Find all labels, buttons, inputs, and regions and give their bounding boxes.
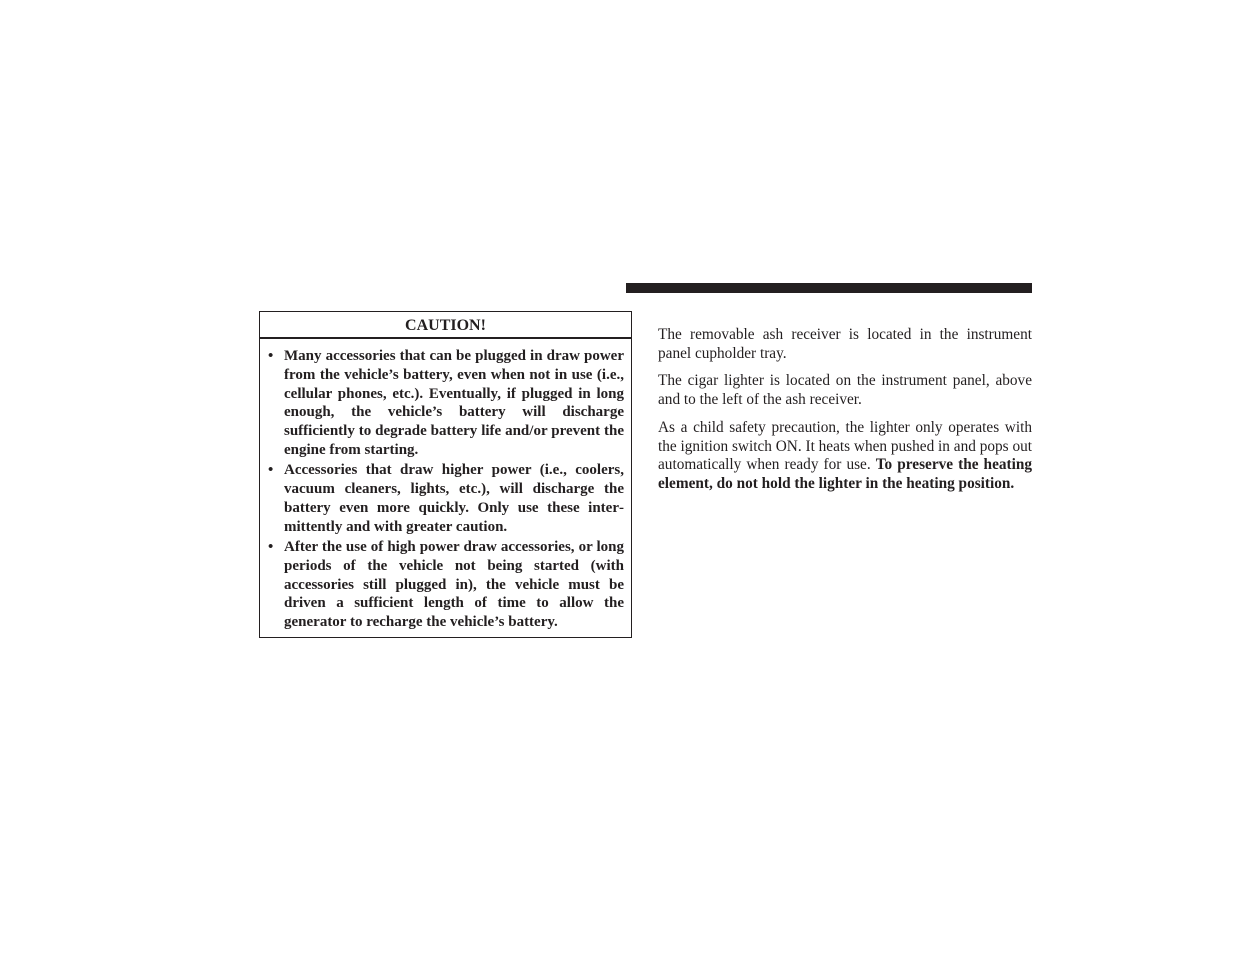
bullet-icon: • bbox=[268, 462, 274, 479]
caution-item-text: Accessories that draw higher power (i.e., coolers, vacuum cleaners, lights, etc.), will discharge the battery even more quickly. Only use these intermittently and with greater caution. bbox=[284, 462, 624, 535]
lighter-safety-text: As a child safety precaution, the lighter only operates with the ignition switch ON. It heats when pushed in and pops out automatically when ready for use. bbox=[658, 418, 1032, 474]
caution-item-text: After the use of high power draw accessories, or long periods of the vehicle not being started (with accessories still plugged in), the vehicle must be driven a sufficient length of time to allow the generator to recharge the vehicle’s battery. bbox=[284, 538, 624, 631]
caution-box bbox=[259, 311, 632, 638]
bullet-icon: • bbox=[268, 348, 274, 364]
body-text bbox=[658, 326, 1032, 503]
caution-title: CAUTION! bbox=[260, 312, 631, 339]
caution-item bbox=[268, 461, 624, 536]
caution-item bbox=[268, 538, 624, 632]
caution-list bbox=[268, 347, 624, 633]
bullet-icon: • bbox=[268, 538, 274, 555]
section-header-bar bbox=[626, 283, 1032, 293]
paragraph-lighter-safety bbox=[658, 419, 1032, 494]
caution-item bbox=[268, 347, 624, 460]
caution-item-text: Many accessories that can be plugged in draw power from the vehicle’s battery, even when not in use (i.e., cellular phones, etc.). Eventually, if plugged in long enough, the vehicle’s battery will discharge sufficiently to degrade battery life and/or prevent the engine from starting. bbox=[284, 348, 624, 458]
paragraph-ash-receiver: The removable ash receiver is located in the instrument panel cupholder tray. bbox=[658, 326, 1032, 362]
lighter-warning-text: To preserve the heating element, do not hold the lighter in the heating position. bbox=[658, 456, 1033, 492]
paragraph-lighter-location: The cigar lighter is located on the instrument panel, above and to the left of the ash receiver. bbox=[658, 372, 1032, 409]
